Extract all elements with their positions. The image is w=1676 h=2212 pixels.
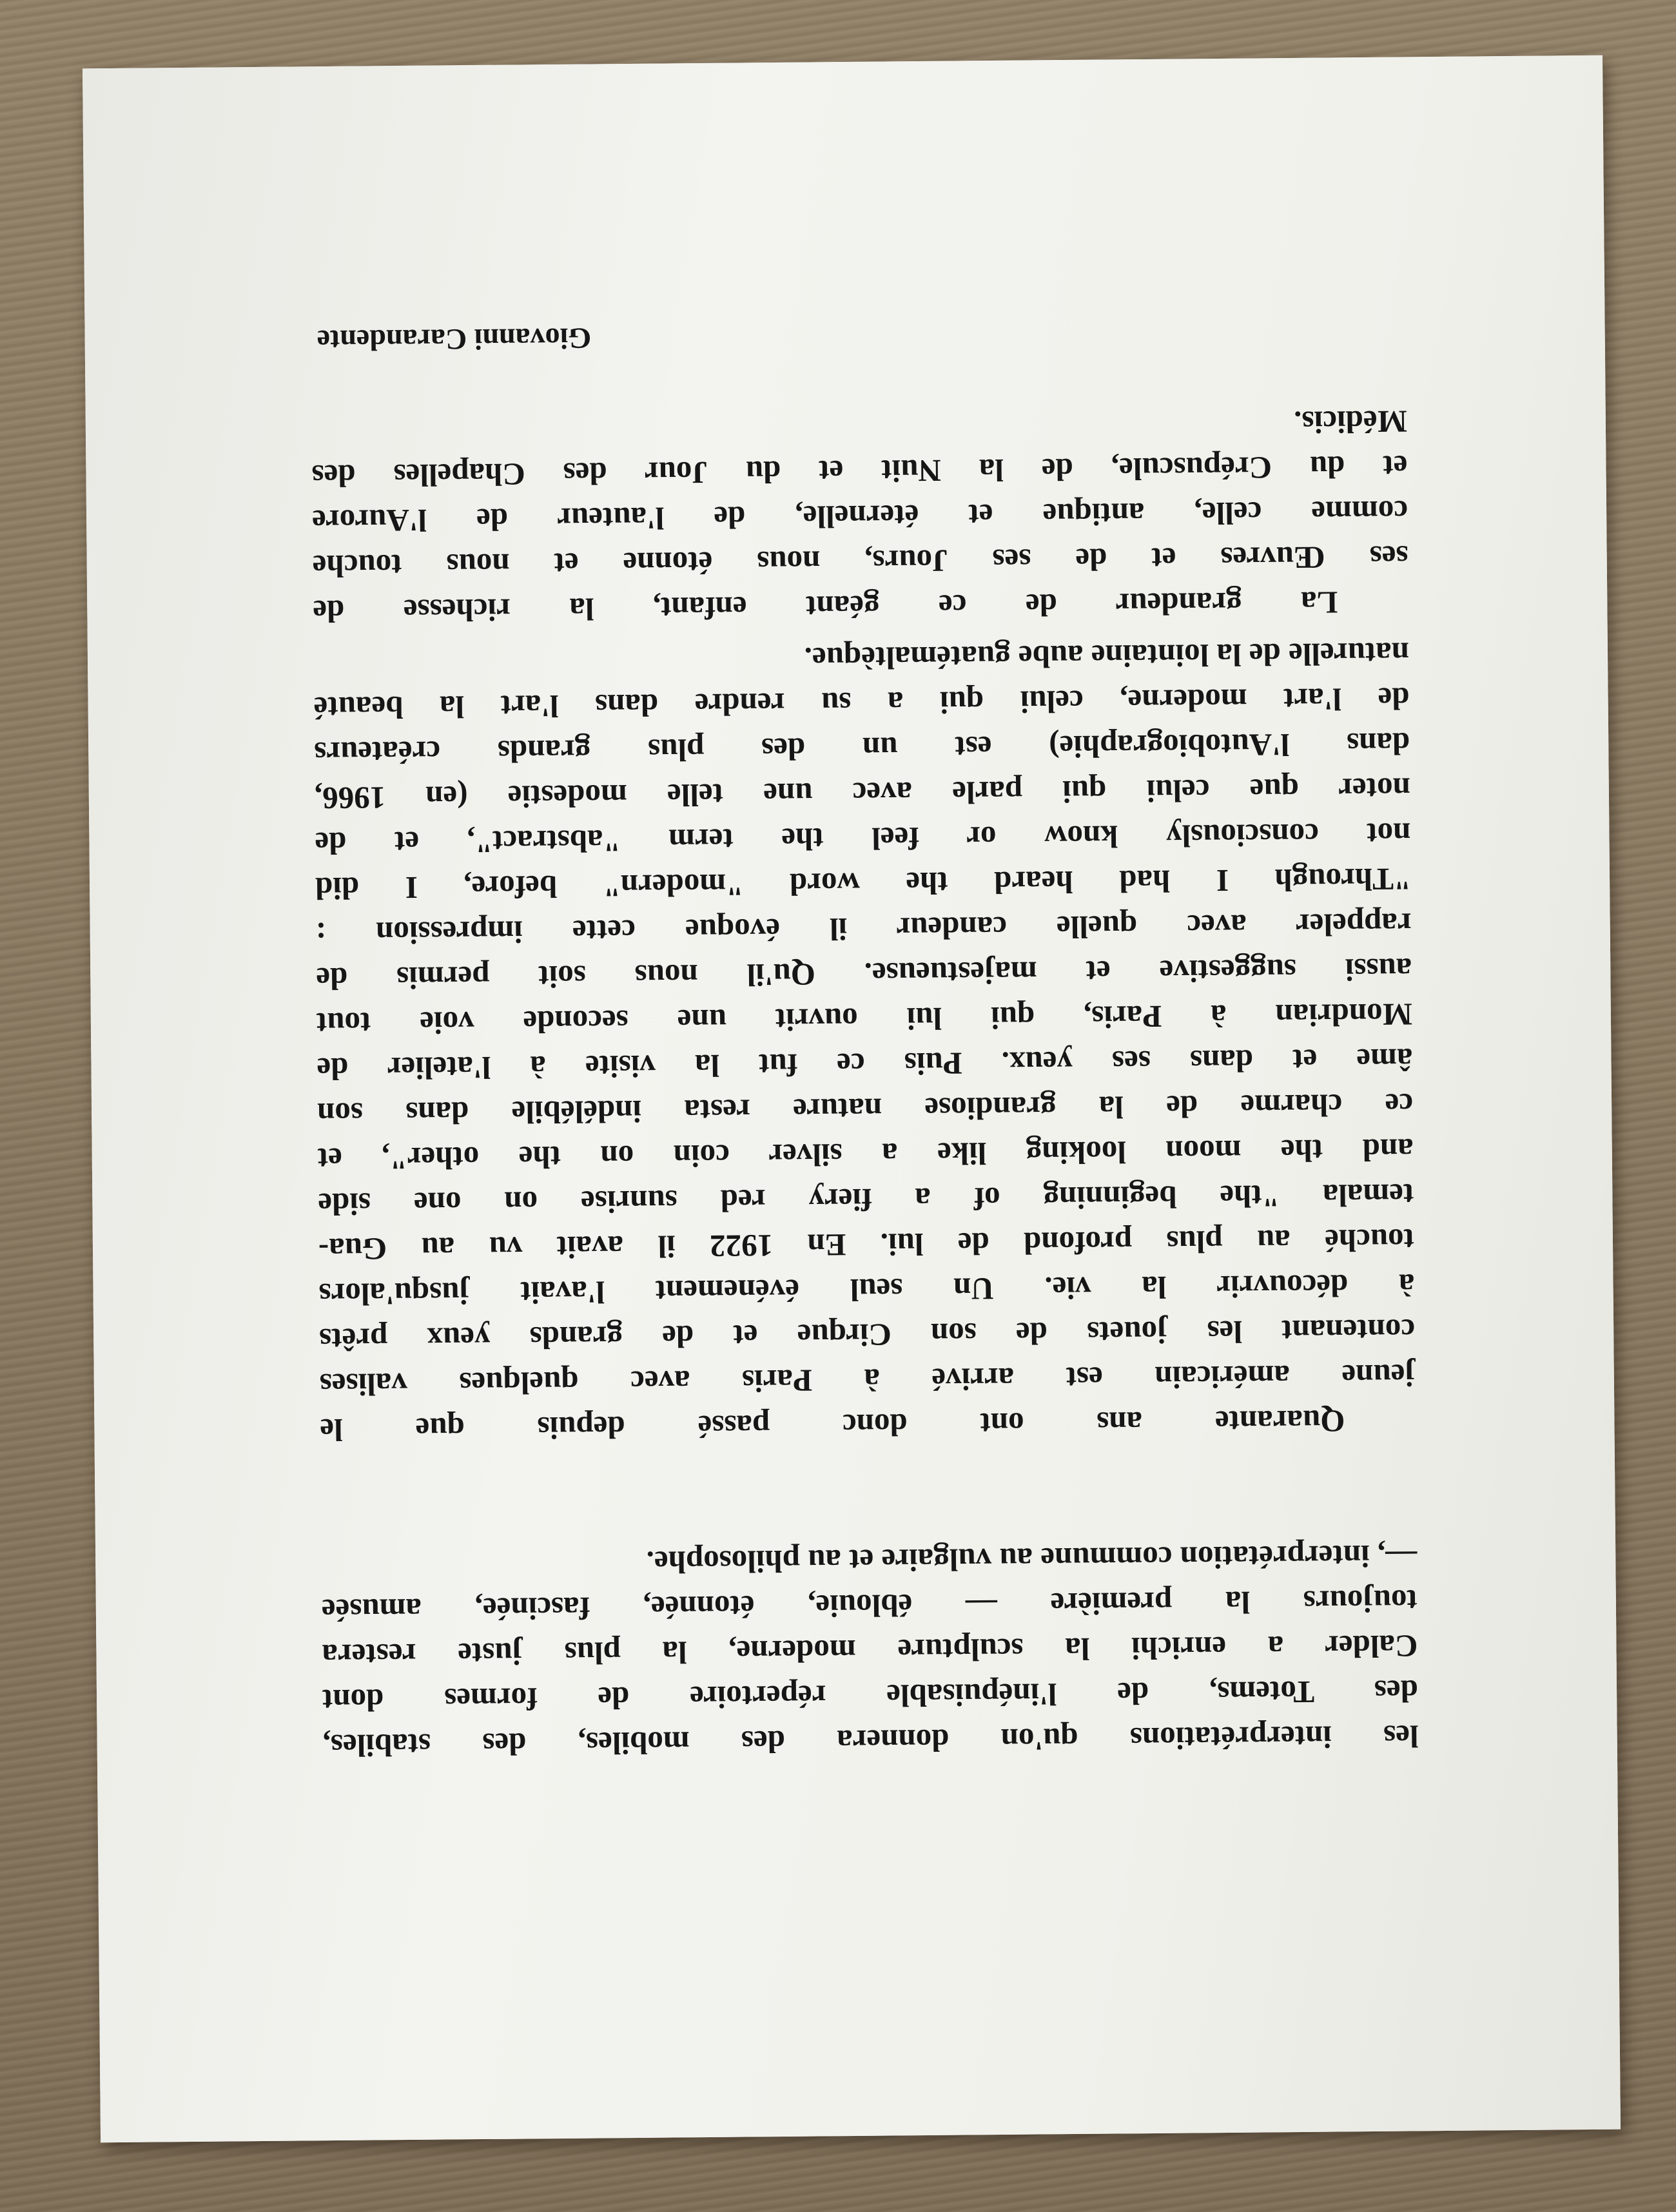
text-line: et du Crépuscule, de la Nuit et du Jour des Chapelles des: [311, 449, 1408, 494]
author-signature: Giovanni Carandente: [317, 322, 592, 358]
text-line: Quarante ans ont donc passé depuis que le: [320, 1403, 1345, 1448]
text-line: comme celle, antique et éternelle, de l'auteur de l'Aurore: [311, 494, 1408, 539]
text-line: Calder a enrichi la sculpture moderne, la plus juste restera: [322, 1628, 1418, 1674]
text-line: touché au plus profond de lui. En 1922 il avait vu au Gua-: [318, 1222, 1415, 1268]
text-line: —, interprétation commune au vulgaire et au philosophe.: [646, 1538, 1418, 1580]
text-line: not consciously know or feel the term "abstract", et de: [315, 816, 1411, 862]
text-line: les interprétations qu'on donnera des mobiles, des stabiles,: [322, 1718, 1419, 1764]
upside-down-text-block: [309, 231, 1419, 1768]
paragraph-1: [321, 1533, 1419, 1768]
text-line: and the moon looking like a silver coin on the other", et: [317, 1132, 1414, 1178]
text-line: âme et dans ses yeux. Puis ce fut la visite à l'atelier de: [317, 1042, 1413, 1087]
text-line: contenant les jouets de son Cirque et de grands yeux prêts: [318, 1312, 1416, 1358]
text-line: naturelle de la lointaine aube guatémaltèque.: [804, 635, 1410, 677]
text-line: ce charme de la grandiose nature resta indélébile dans son: [317, 1087, 1414, 1132]
text-line: La grandeur de ce géant enfant, la richesse de: [313, 585, 1338, 630]
paper-sheet: [83, 55, 1621, 2142]
text-line: ses Œuvres et de ses Jours, nous étonne et nous touche: [312, 539, 1408, 585]
text-line: Mondrian à Paris, qui lui ouvrit une seconde voie tout: [316, 996, 1413, 1042]
text-line: dans l'Autobiographie) est un des plus grands créateurs: [314, 726, 1410, 771]
text-line: temala "the beginning of a fiery red sunrise on one side: [318, 1177, 1414, 1223]
text-line: "Through I had heard the word "modern" before, I did: [315, 861, 1412, 907]
text-line: de l'art moderne, celui qui a su rendre dans l'art la beauté: [313, 681, 1410, 726]
text-line: toujours la première — éblouie, étonnée, fascinée, amusée: [321, 1583, 1418, 1629]
text-line: jeune américain est arrivé à Paris avec quelques valises: [319, 1357, 1416, 1403]
text-line: des Totems, de l'inépuisable répertoire de formes dont: [322, 1673, 1419, 1719]
text-line: Médicis.: [1294, 403, 1408, 440]
paragraph-3: [311, 398, 1409, 634]
paragraph-2: [313, 630, 1416, 1452]
text-line: rappeler avec quelle candeur il évoque cette impression :: [315, 906, 1412, 952]
text-line: noter que celui qui parle avec une telle modestie (en 1966,: [314, 771, 1411, 817]
text-line: à découvrir la vie. Un seul événement l'avait jusqu'alors: [318, 1267, 1415, 1313]
text-line: aussi suggestive et majestueuse. Qu'il nous soit permis de: [316, 951, 1412, 997]
